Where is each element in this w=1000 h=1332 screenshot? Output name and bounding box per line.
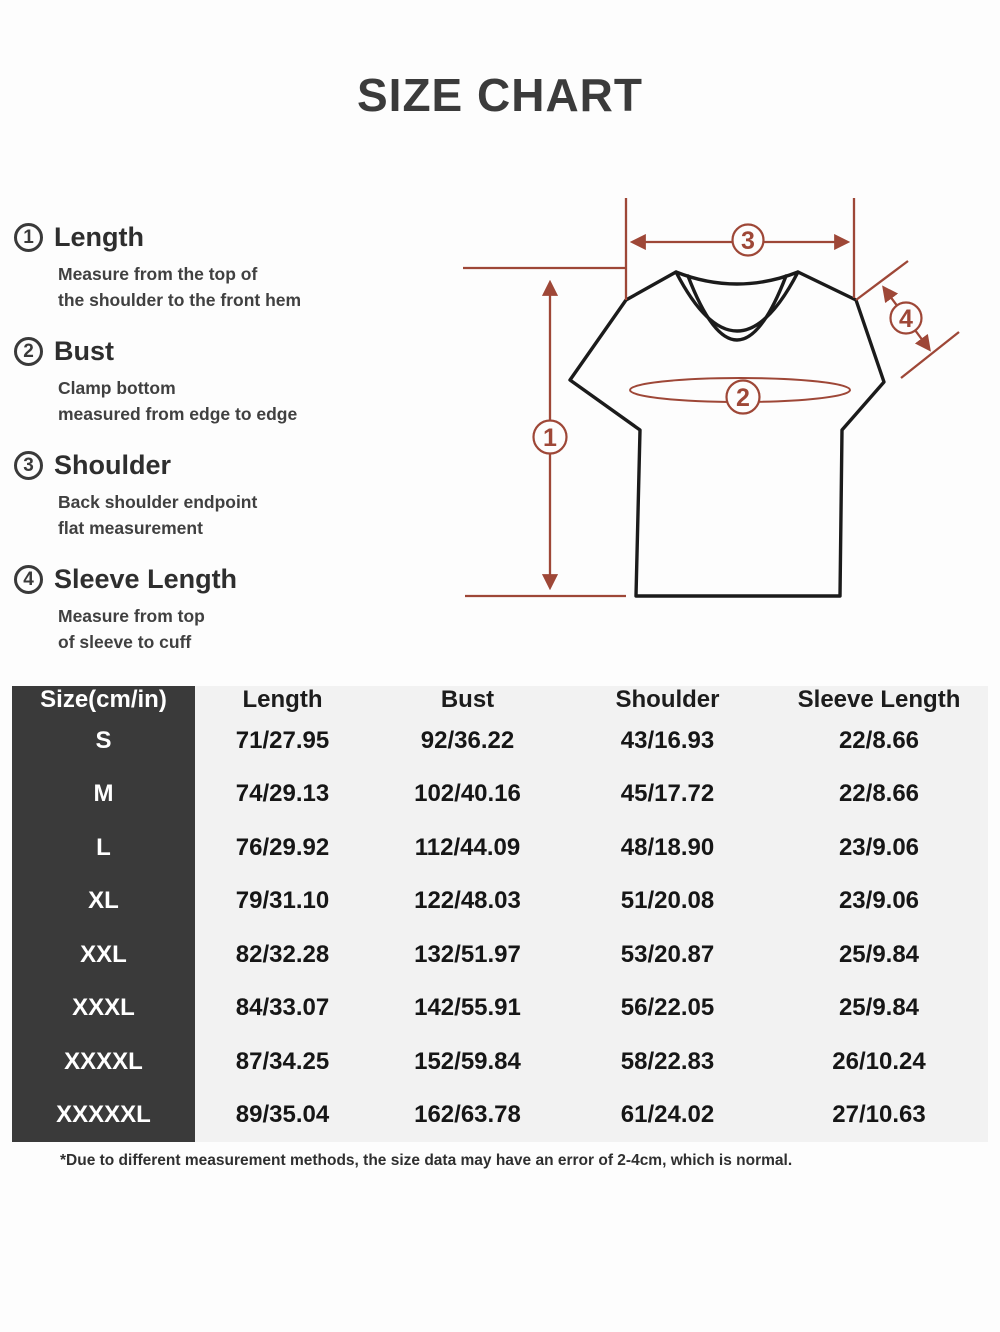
circled-number-1-icon: 1 [14, 223, 43, 252]
size-label: XL [12, 875, 195, 929]
legend-desc-line: Measure from the top of [58, 264, 258, 284]
column-header-size-cm-in: Size(cm/in) [12, 686, 195, 714]
legend-desc-line: flat measurement [58, 518, 203, 538]
table-cell: 61/24.02 [565, 1089, 770, 1143]
table-cell: 74/29.13 [195, 768, 370, 822]
legend-item-length [14, 222, 434, 313]
size-table-header [12, 686, 988, 714]
table-cell: 27/10.63 [770, 1089, 988, 1143]
legend-desc-line: Back shoulder endpoint [58, 492, 258, 512]
size-table-body [12, 714, 988, 1142]
table-cell: 48/18.90 [565, 821, 770, 875]
legend-desc-sleeve-length [58, 603, 434, 655]
table-cell: 132/51.97 [370, 928, 565, 982]
table-cell: 79/31.10 [195, 875, 370, 929]
legend-item-shoulder [14, 450, 434, 541]
size-label: L [12, 821, 195, 875]
circled-number-4-icon: 4 [14, 565, 43, 594]
legend-desc-line: of sleeve to cuff [58, 632, 192, 652]
table-cell: 89/35.04 [195, 1089, 370, 1143]
table-row-xxxxxl [12, 1089, 988, 1143]
table-cell: 92/36.22 [370, 714, 565, 768]
sleeve-lower-extension-line [901, 332, 959, 378]
table-row-xxxxl [12, 1035, 988, 1089]
legend-desc-line: Clamp bottom [58, 378, 176, 398]
size-label: XXXXL [12, 1035, 195, 1089]
table-cell: 45/17.72 [565, 768, 770, 822]
sleeve-upper-extension-line [856, 261, 908, 300]
size-label: M [12, 768, 195, 822]
legend-desc-line: measured from edge to edge [58, 404, 298, 424]
table-cell: 112/44.09 [370, 821, 565, 875]
table-row-xxxl [12, 982, 988, 1036]
table-cell: 71/27.95 [195, 714, 370, 768]
size-label: XXL [12, 928, 195, 982]
legend-item-sleeve-length [14, 564, 434, 655]
table-cell: 51/20.08 [565, 875, 770, 929]
legend-item-bust [14, 336, 434, 427]
size-label: XXXL [12, 982, 195, 1036]
tshirt-outline [570, 272, 884, 596]
column-header-sleeve-length: Sleeve Length [770, 686, 988, 714]
table-cell: 102/40.16 [370, 768, 565, 822]
size-table [12, 686, 988, 1142]
tshirt-measurement-diagram [440, 180, 1000, 660]
table-cell: 26/10.24 [770, 1035, 988, 1089]
table-cell: 22/8.66 [770, 714, 988, 768]
measurement-legend [14, 222, 434, 678]
table-cell: 53/20.87 [565, 928, 770, 982]
page-title: SIZE CHART [357, 69, 643, 121]
size-label: XXXXXL [12, 1089, 195, 1143]
table-cell: 87/34.25 [195, 1035, 370, 1089]
table-row-m [12, 768, 988, 822]
table-row-l [12, 821, 988, 875]
diagram-label-3: 3 [741, 227, 755, 255]
table-cell: 43/16.93 [565, 714, 770, 768]
column-header-shoulder: Shoulder [565, 686, 770, 714]
table-row-xxl [12, 928, 988, 982]
table-cell: 82/32.28 [195, 928, 370, 982]
circled-number-2-icon: 2 [14, 337, 43, 366]
column-header-bust: Bust [370, 686, 565, 714]
legend-desc-line: Measure from top [58, 606, 205, 626]
legend-desc-length [58, 261, 434, 313]
legend-title-bust: Bust [54, 336, 114, 366]
diagram-label-4: 4 [899, 305, 913, 333]
legend-desc-shoulder [58, 489, 434, 541]
table-row-s [12, 714, 988, 768]
table-cell: 23/9.06 [770, 875, 988, 929]
table-cell: 122/48.03 [370, 875, 565, 929]
table-cell: 23/9.06 [770, 821, 988, 875]
table-cell: 25/9.84 [770, 982, 988, 1036]
legend-desc-bust [58, 375, 434, 427]
legend-title-sleeve-length: Sleeve Length [54, 564, 238, 594]
diagram-label-1: 1 [543, 424, 557, 452]
table-cell: 25/9.84 [770, 928, 988, 982]
legend-desc-line: the shoulder to the front hem [58, 290, 302, 310]
table-row-xl [12, 875, 988, 929]
table-cell: 76/29.92 [195, 821, 370, 875]
column-header-length: Length [195, 686, 370, 714]
table-cell: 152/59.84 [370, 1035, 565, 1089]
table-cell: 162/63.78 [370, 1089, 565, 1143]
table-cell: 142/55.91 [370, 982, 565, 1036]
circled-number-3-icon: 3 [14, 451, 43, 480]
table-cell: 84/33.07 [195, 982, 370, 1036]
diagram-label-2: 2 [736, 384, 750, 412]
table-cell: 58/22.83 [565, 1035, 770, 1089]
table-cell: 56/22.05 [565, 982, 770, 1036]
legend-title-length: Length [54, 222, 144, 252]
legend-title-shoulder: Shoulder [54, 450, 172, 480]
measurement-disclaimer: *Due to different measurement methods, the size data may have an error of 2-4cm, which is normal. [60, 1152, 793, 1169]
size-label: S [12, 714, 195, 768]
table-cell: 22/8.66 [770, 768, 988, 822]
